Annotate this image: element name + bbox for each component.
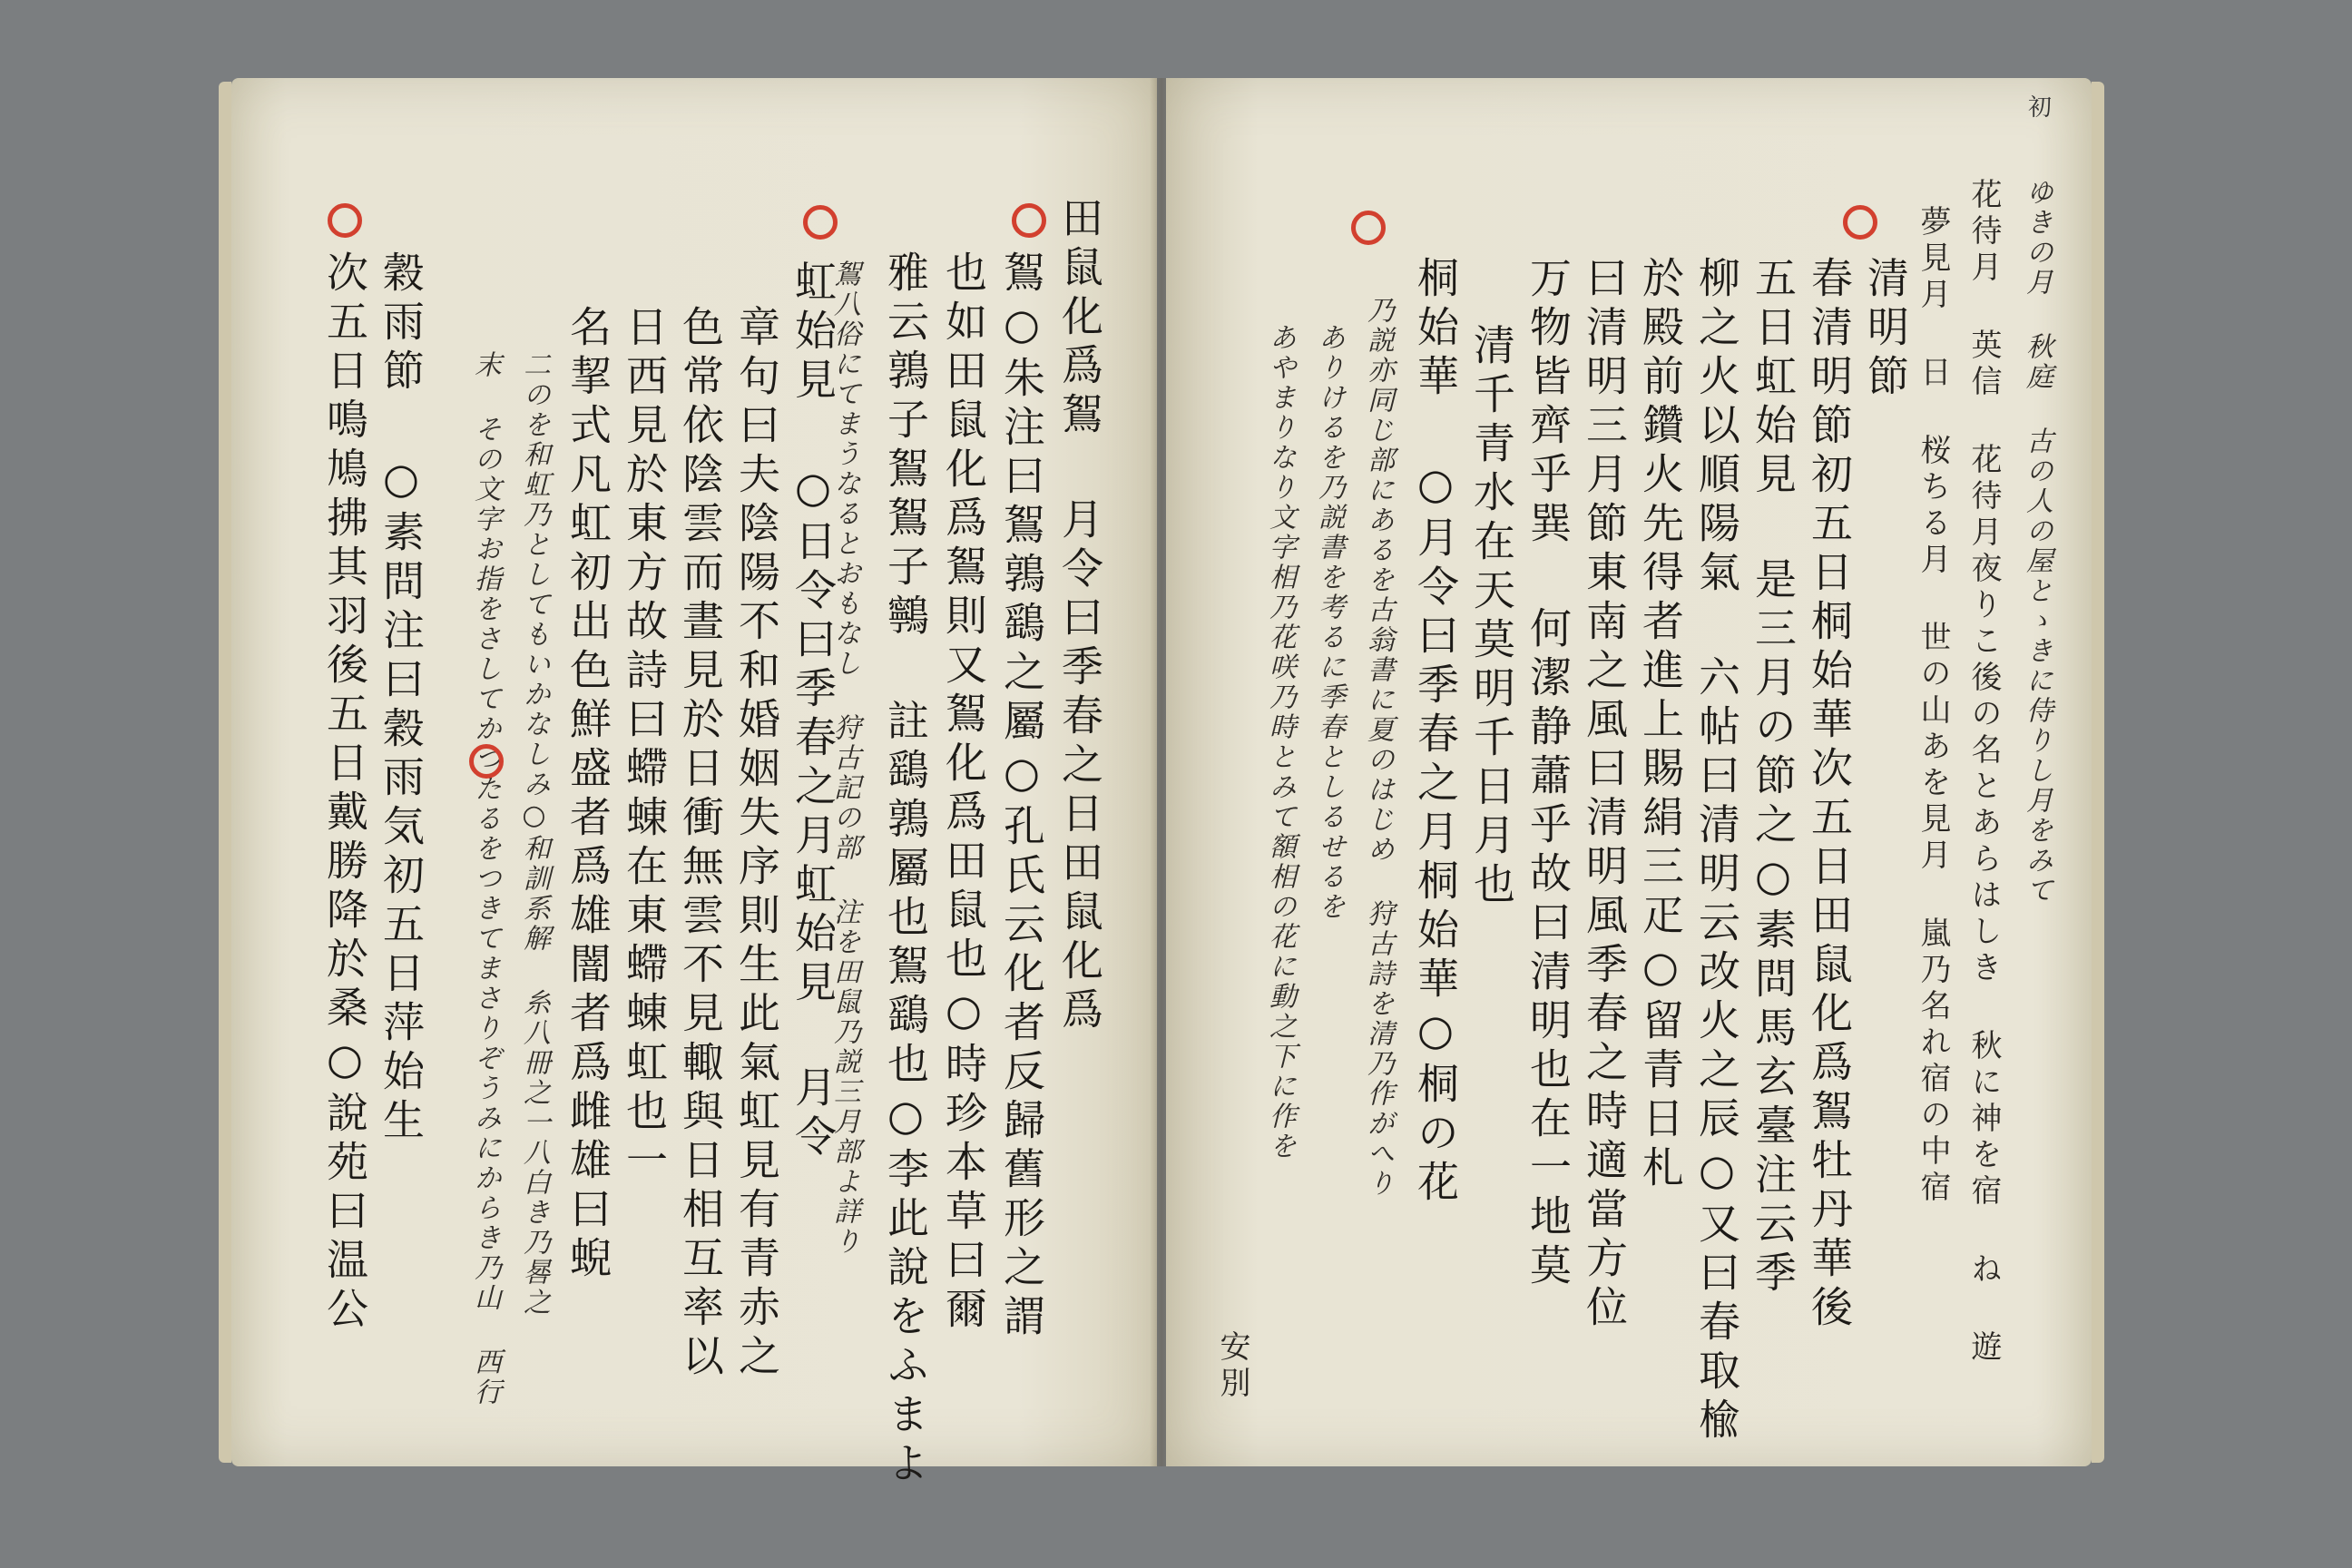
page-edge-right: [2092, 82, 2104, 1463]
column-r2: 花待月 英信 花待月夜りこ後の名とあらはしき 秋に神を宿 ね 遊: [1965, 178, 2002, 1367]
red-circle-marker: [1012, 203, 1046, 238]
page-edge-left: [219, 82, 231, 1463]
column-l6: 虹始見 ○日令曰季春之月虹始見 月令: [789, 260, 838, 1163]
column-l5: 鴽八俗にてまうなるとおもなし 狩古記の部 注を田鼠乃説三月部よ詳り: [828, 260, 860, 1257]
column-l1: 田鼠化爲鴽 月令曰季春之日田鼠化爲: [1055, 196, 1104, 1036]
column-r10: 万物皆齊乎巽 何潔静蕭乎故曰清明也在一地莫: [1524, 256, 1573, 1292]
red-circle-marker: [328, 203, 362, 238]
red-circle-marker: [1843, 205, 1877, 240]
column-r6: 五日虹始見 是三月の節之○素問馬玄臺注云季: [1749, 256, 1798, 1299]
red-circle-marker: [469, 744, 504, 779]
column-l3: 也如田鼠化爲鴽則又鴽化爲田鼠也○時珍本草曰爾: [939, 250, 988, 1336]
column-l7: 章句曰夫陰陽不和婚姻失序則生此氣虹見有青赤之: [732, 305, 781, 1383]
column-r14: ありけるを乃説書を考るに季春としるせるを: [1313, 323, 1345, 922]
column-r3: 夢見月 日 桜ちる月 世の山あを見月 嵐乃名れ宿の中宿: [1915, 205, 1951, 1207]
left-page: [231, 78, 1157, 1490]
right-page: [1166, 78, 2092, 1466]
open-book: [231, 78, 2092, 1490]
column-l8: 色常依陰雲而晝見於日衝無雲不見輙與日相互率以: [676, 305, 725, 1383]
column-r8: 於殿前鑽火先得者進上賜絹三疋○留青日札: [1636, 256, 1685, 1194]
column-r12: 桐始華 ○月令曰季春之月桐始華○桐の花: [1411, 256, 1460, 1209]
column-r13: 乃説亦同じ部にあるを古翁書に夏のはじめ 狩古詩を清乃作がへり: [1362, 296, 1394, 1199]
folio-number: 初: [2028, 94, 2053, 122]
column-r5: 春清明節初五日桐始華次五日田鼠化爲鴽牡丹華後: [1805, 256, 1854, 1334]
column-r11: 清千青水在天莫明千日月也: [1467, 323, 1516, 911]
column-r7: 柳之火以順陽氣 六帖曰清明云改火之辰○又曰春取楡: [1692, 256, 1741, 1446]
column-l13: 穀雨節 ○素問注曰穀雨気初五日萍始生: [377, 250, 426, 1147]
column-r15: あやまりなり文字相乃花咲乃時とみて額相の花に動之下に作を: [1264, 323, 1296, 1161]
column-r1: ゆきの月 秋庭 古の人の屋とゝきに侍りし月をみて: [2021, 178, 2053, 906]
red-circle-marker: [803, 205, 838, 240]
column-l12: 末 その文字お指をさしてかつたるをつきてまさりぞうみにからき乃山 西行: [469, 350, 501, 1407]
column-l9: 日西見於東方故詩曰螮蝀在東螮蝀虹也一: [620, 305, 669, 1187]
column-l4: 雅云鶉子鴽鴽子鸋 註鷂鶉屬也鴽鷂也○李此說をふまよ: [881, 250, 930, 1490]
column-l11: 二のを和虹乃としてもいかなしみ○和訓系解 糸八冊之一八白き乃晷之: [518, 350, 550, 1318]
red-circle-marker: [1351, 211, 1386, 245]
column-l14: 次五日鳴鳩拂其羽後五日戴勝降於桑○說苑曰温公: [320, 250, 369, 1336]
column-l2: 鴽○朱注曰鴽鶉鷂之屬○孔氏云化者反歸舊形之謂: [997, 250, 1046, 1343]
column-r4: 清明節: [1861, 256, 1910, 403]
column-l10: 名挈式凡虹初出色鮮盛者爲雄闇者爲雌雄曰蜺: [564, 305, 612, 1285]
column-r16: 安別: [1214, 1330, 1250, 1403]
column-r9: 曰清明三月節東南之風曰清明風季春之時適當方位: [1580, 256, 1629, 1334]
